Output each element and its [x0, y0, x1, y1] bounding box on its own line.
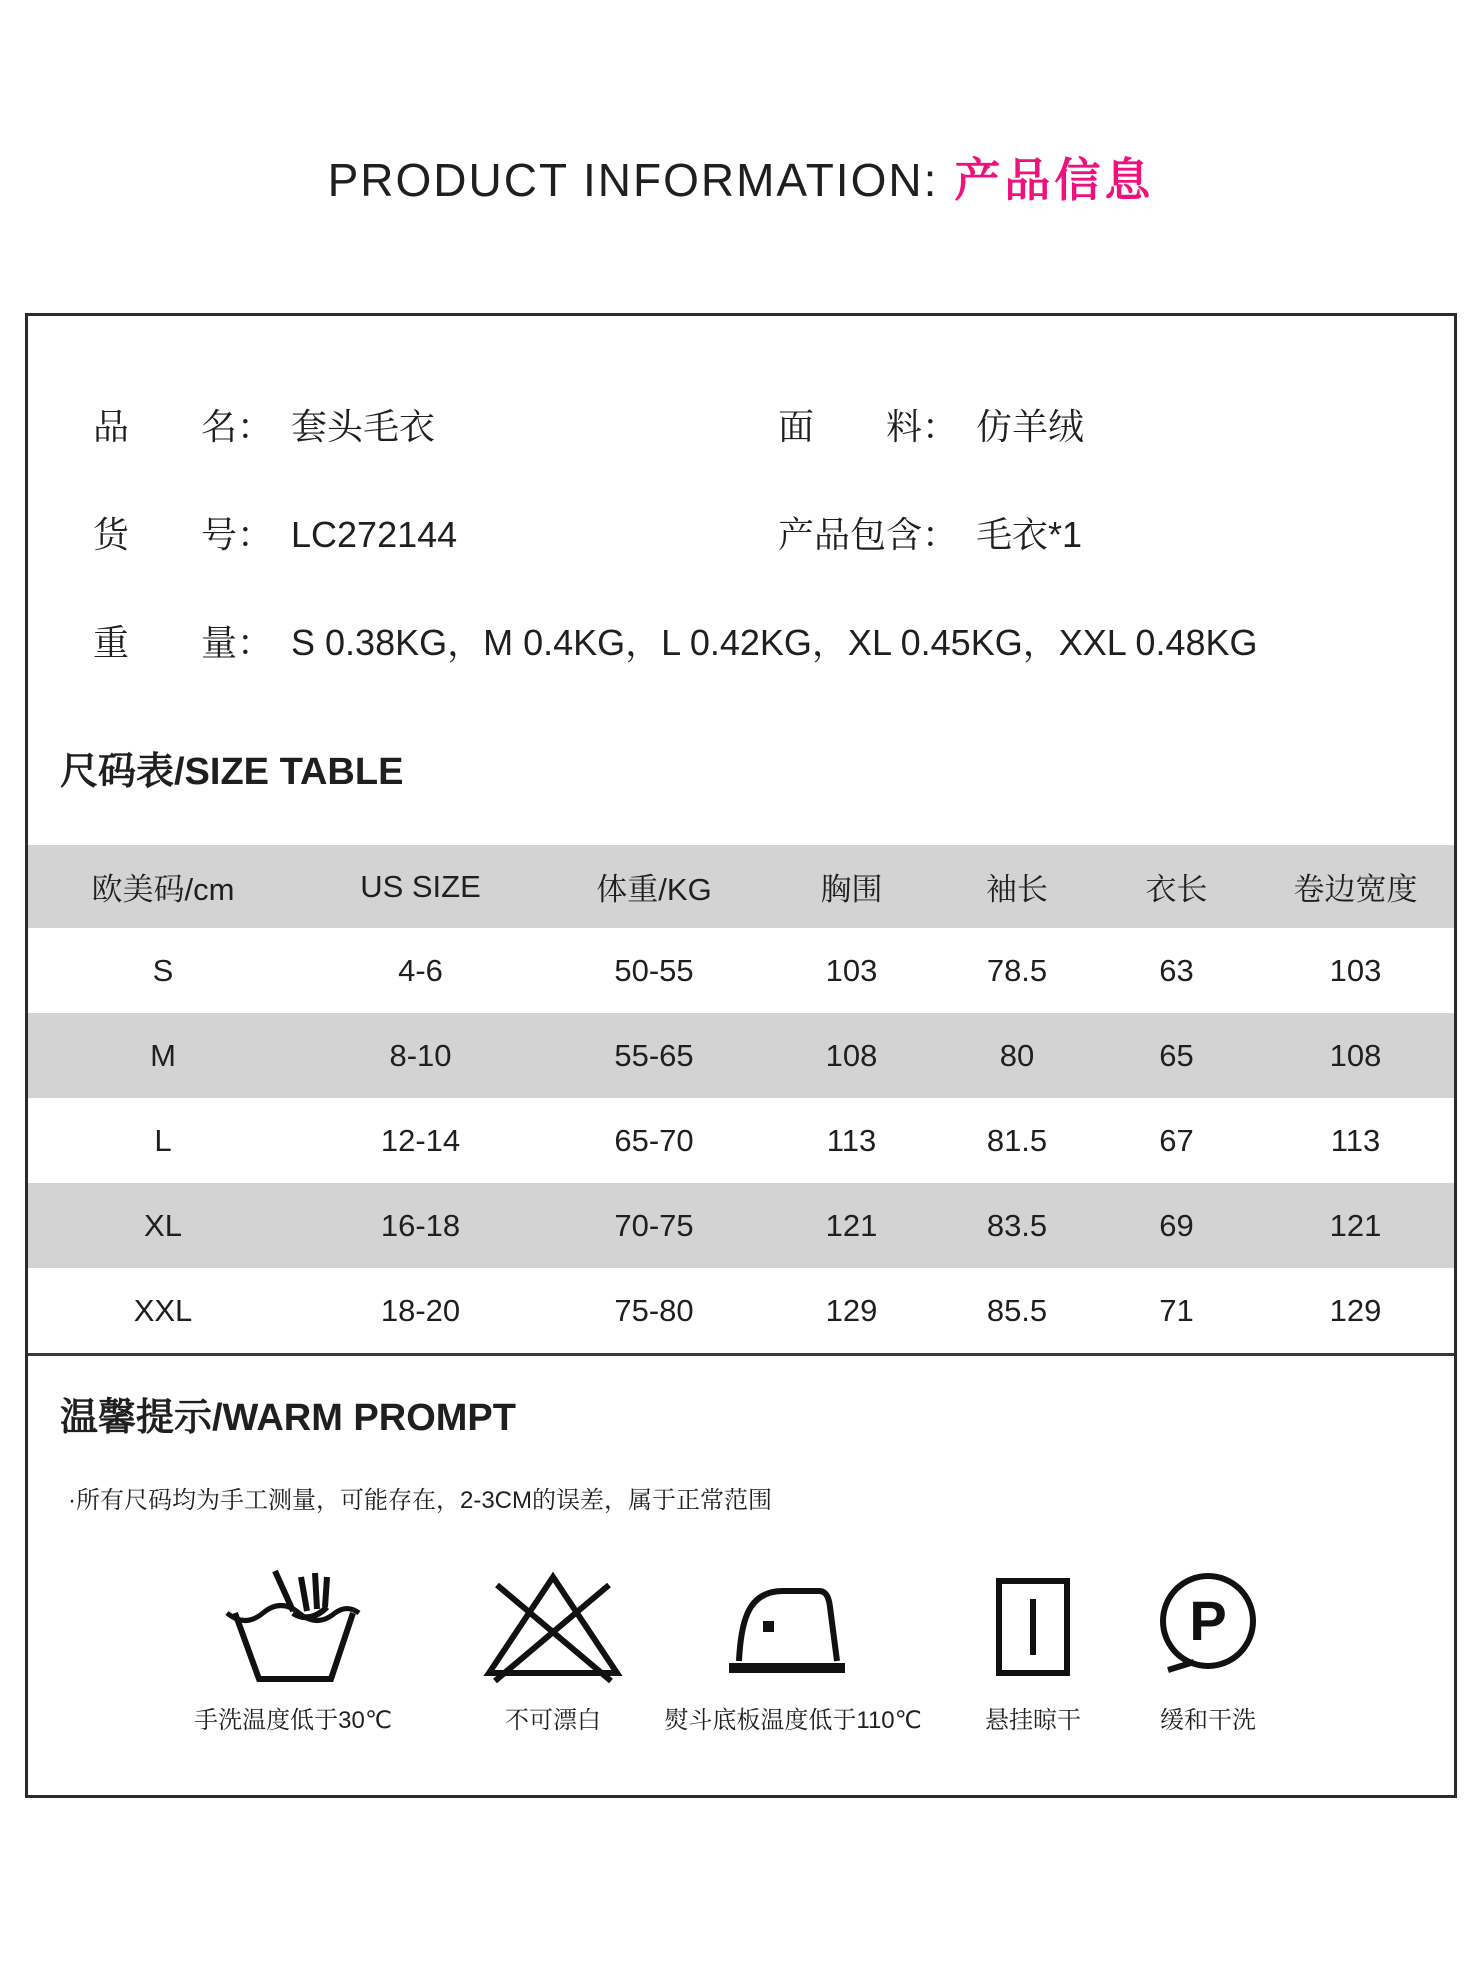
care-icon-label: 悬挂晾干 — [985, 1707, 1081, 1734]
care-icon-label: 不可漂白 — [505, 1707, 601, 1734]
cell: 70-75 — [614, 1207, 694, 1243]
fabric-row — [778, 403, 1084, 451]
cell: 108 — [825, 1037, 878, 1073]
cell: 50-55 — [614, 952, 694, 988]
col-header: US SIZE — [360, 868, 481, 904]
iron-low-temp-icon — [713, 1561, 873, 1686]
package-row — [778, 511, 1082, 559]
gentle-dry-clean-icon — [1128, 1561, 1288, 1686]
cell: 113 — [1330, 1122, 1381, 1158]
care-icon-label: 手洗温度低于30℃ — [194, 1707, 392, 1734]
table-row-xxl — [28, 1268, 1454, 1353]
col-header: 胸围 — [820, 872, 883, 907]
care-icon-label: 熨斗底板温度低于110℃ — [664, 1707, 922, 1734]
cell: 18-20 — [380, 1292, 461, 1328]
fabric-value: 仿羊绒 — [976, 406, 1085, 447]
weight-row — [93, 619, 1258, 667]
cell: 67 — [1159, 1122, 1194, 1158]
weight-label: 重 量： — [93, 622, 274, 663]
cell: L — [154, 1122, 172, 1158]
table-row-l — [28, 1098, 1454, 1183]
cell: 63 — [1159, 952, 1194, 988]
fabric-label: 面 料： — [778, 406, 959, 447]
cell: 81.5 — [986, 1122, 1048, 1158]
col-header: 袖长 — [986, 872, 1048, 907]
cell: XL — [144, 1207, 182, 1243]
cell: 16-18 — [380, 1207, 461, 1243]
table-row-xl — [28, 1183, 1454, 1268]
cell: 65 — [1159, 1037, 1194, 1073]
hang-dry-icon — [953, 1561, 1113, 1686]
package-value: 毛衣*1 — [976, 514, 1083, 555]
cell: 55-65 — [614, 1037, 694, 1073]
cell: 129 — [825, 1292, 878, 1328]
cell: 65-70 — [614, 1122, 694, 1158]
cell: 103 — [1329, 952, 1382, 988]
item-number-value: LC272144 — [291, 514, 458, 555]
size-table-title: 尺码表/SIZE TABLE — [60, 751, 404, 793]
cell: 8-10 — [389, 1037, 452, 1073]
cell: 78.5 — [986, 952, 1048, 988]
col-header: 体重/KG — [596, 872, 712, 907]
table-row-s — [28, 928, 1454, 1013]
package-label: 产品包含： — [778, 514, 959, 555]
cell: S — [152, 952, 174, 988]
cell: 113 — [826, 1122, 877, 1158]
page-title-en: PRODUCT INFORMATION: — [327, 154, 939, 206]
product-name-value: 套头毛衣 — [291, 406, 436, 447]
do-not-bleach-icon — [473, 1561, 633, 1686]
cell: 12-14 — [380, 1122, 461, 1158]
cell: 83.5 — [986, 1207, 1048, 1243]
table-bottom-divider — [28, 1353, 1454, 1356]
cell: 103 — [825, 952, 878, 988]
cell: 75-80 — [614, 1292, 694, 1328]
care-icon-label: 缓和干洗 — [1160, 1707, 1256, 1734]
cell: 108 — [1329, 1037, 1382, 1073]
item-number-label: 货 号： — [93, 514, 274, 555]
warm-prompt-title: 温馨提示/WARM PROMPT — [60, 1397, 516, 1439]
cell: 71 — [1159, 1292, 1194, 1328]
cell: 121 — [1329, 1207, 1382, 1243]
size-table-header-row — [28, 845, 1454, 928]
dry-clean-letter: P — [1189, 1589, 1227, 1652]
weight-value: S 0.38KG，M 0.4KG，L 0.42KG，XL 0.45KG，XXL 0.48KG — [291, 622, 1258, 663]
product-name-label: 品 名： — [93, 406, 274, 447]
cell: 80 — [999, 1037, 1035, 1073]
table-row-m — [28, 1013, 1454, 1098]
cell: 121 — [825, 1207, 878, 1243]
cell: 4-6 — [398, 952, 443, 988]
item-number-row — [93, 511, 457, 559]
col-header: 衣长 — [1145, 872, 1208, 907]
col-header: 欧美码/cm — [91, 872, 235, 907]
hand-wash-icon — [213, 1561, 373, 1686]
page-title-cn: 产品信息 — [954, 154, 1155, 206]
product-info-box — [25, 313, 1457, 1798]
product-name-row — [93, 403, 435, 451]
cell: 129 — [1329, 1292, 1382, 1328]
page-title — [0, 156, 1482, 204]
cell: XXL — [133, 1292, 193, 1328]
cell: 85.5 — [986, 1292, 1048, 1328]
cell: 69 — [1159, 1207, 1194, 1243]
cell: M — [150, 1037, 176, 1073]
warm-prompt-note: ·所有尺码均为手工测量，可能存在，2-3CM的误差，属于正常范围 — [68, 1487, 773, 1514]
col-header: 卷边宽度 — [1293, 872, 1418, 907]
